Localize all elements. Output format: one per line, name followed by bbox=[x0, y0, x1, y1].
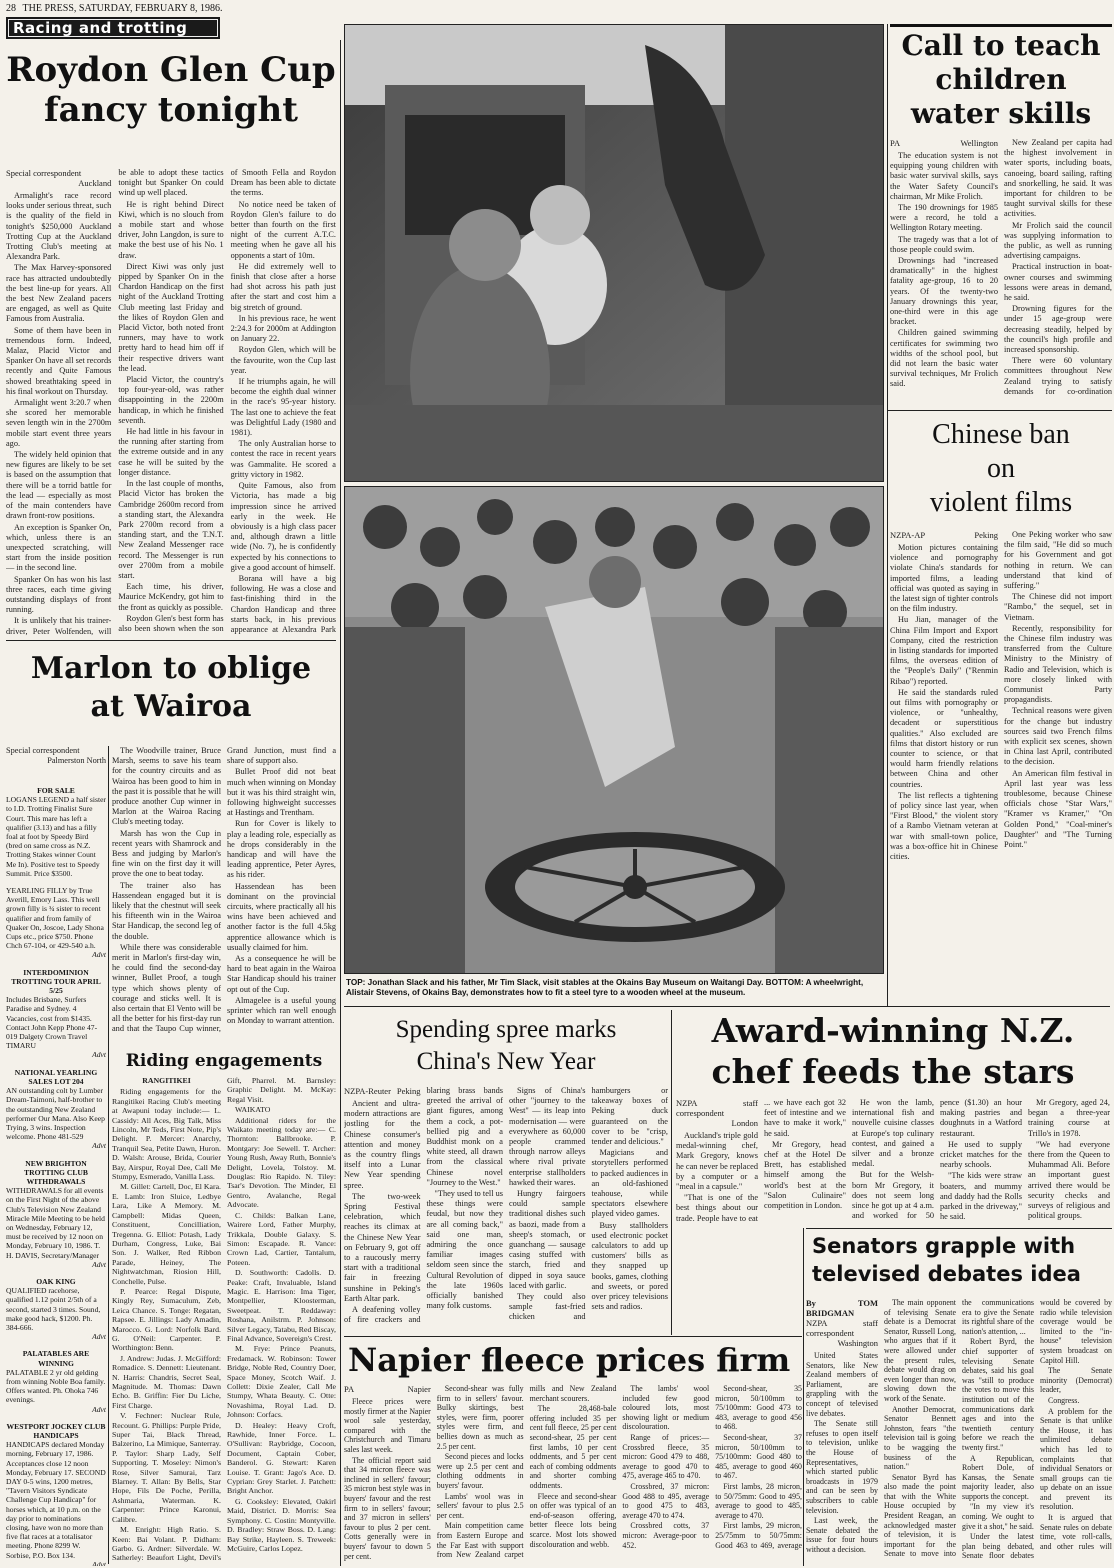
paragraph: Some of them have been in tremendous form. Indeed, Malaz, Placid Victor and Spanker On have all set records recently and Quite Famous showed breathtaking speed in his final workout on Thursday. bbox=[6, 325, 112, 396]
paragraph: Crossbred, 37 micron: Good 488 to 495, average to good 475 to 483, average 470 to 474. bbox=[622, 1481, 710, 1520]
riding-sub: RANGITIKEI bbox=[142, 1076, 191, 1085]
masthead-title: THE PRESS, SATURDAY, FEBRUARY 8, 1986. bbox=[22, 3, 223, 14]
photo-wheelwright-image bbox=[345, 487, 884, 974]
photo-stables-image bbox=[345, 25, 884, 482]
divider bbox=[888, 410, 1112, 411]
paragraph: Children gained swimming certificates for swimming two widths of the school pool, but did not learn the basic water survival techniques, Mr Frolich said. bbox=[890, 328, 998, 389]
chinese-article bbox=[890, 530, 1112, 1004]
paragraph: Second pieces and locks were up 2.5 per cent and clothing oddments in buyers' favour. bbox=[436, 1452, 524, 1490]
divider bbox=[887, 24, 888, 1006]
napier-byline: PA Napier bbox=[344, 1384, 431, 1394]
section-label: Racing and trotting bbox=[13, 19, 188, 37]
classified-ads bbox=[6, 786, 106, 1566]
senators-headline-line-2: televised debates idea bbox=[812, 1262, 1081, 1286]
classified-ad bbox=[6, 886, 106, 960]
paragraph: Ancient and ultra-modern attractions are jostling for the Chinese consumer's attention and money as the country flings itself into a Lunar New Year spending spree. bbox=[344, 1099, 421, 1190]
paragraph: Range of prices:— Crossbred fleece, 35 micron: Good 479 to 488, average to good 470 to 475, average 465 to 470. bbox=[622, 1432, 710, 1481]
ad-heading: OAK KING bbox=[36, 1276, 76, 1286]
paragraph: He used to supply cricket matches for the nearby schools. bbox=[940, 1139, 1022, 1170]
paragraph: Busy stallholders used electronic pocket calculators to add up customers' bills as they snapped up books, games, clothing and sweets, or pored over pricey televisions sets and radios. bbox=[591, 1220, 668, 1312]
china-ny-byline: NZPA-Reuter Peking bbox=[344, 1086, 421, 1096]
divider bbox=[340, 40, 341, 1566]
marlon-headline-line-2: at Wairoa bbox=[90, 689, 252, 724]
paragraph: Armalight went 3:20.7 when she scored her memorable seven length win in the 2700m mobile start event three years ago. bbox=[6, 398, 112, 448]
paragraph: G. Cooksley: Elevated, Oakirl Maid, District. D. Morris: Sea Symphony. C. Costin: Montyville. D. Bradley: Straw Boss. D. Lang: Bay Strike, Hayleen. S. Treweek: McGuire, Carlos Lopez. bbox=[227, 1496, 336, 1553]
paragraph: WAIKATO bbox=[235, 1105, 271, 1115]
paragraph: Drowning figures for the under 15 age-group were decreasing steadily, helped by the council's high profile and increased sponsorship. bbox=[1004, 304, 1112, 355]
paragraph: Mr Gregory, aged 24, began a three-year training course at Trillo's in 1978. bbox=[1028, 1098, 1110, 1138]
paragraph: In his previous race, he went 2:24.3 for 2000m at Addington on January 22. bbox=[230, 313, 336, 344]
chef-headline-line-2: chef feeds the stars bbox=[711, 1052, 1075, 1091]
paragraph: Auckland's triple gold medal-winning chef, Mark Gregory, knows he can never be replaced by a computer or a "meal in a capsule." bbox=[676, 1131, 758, 1192]
paragraph: "They used to tell us these things were feudal, but now they are all coming back," said one man, admiring the once familiar images seldom seen since the Cultural Revolution of the late 1960s officially banished many folk customs. bbox=[426, 1189, 503, 1311]
paragraph: The trainer also has Hassendean engaged but it is likely that the chestnut will seek his fifteenth win in the Wairoa Star Handicap, the second leg of the double. bbox=[112, 880, 221, 941]
paragraph: Second-shear was fully firm to in sellers' favour. Bulky skirtings, best styles, were firm, poorer styles were firm, and bellies down as much as 2.5 per cent. bbox=[436, 1384, 524, 1451]
paragraph: They could also sample fast-fried chicken and hamburgers or takeaway boxes of Peking duck guaranteed on the cover to be "crisp, tender and delicious." bbox=[509, 1086, 668, 1322]
classified-ad bbox=[6, 1277, 106, 1341]
divider bbox=[344, 1336, 802, 1337]
ad-body: Includes Brisbane, Surfers Paradise and Sydney. 4 Vacancies, cost from $1435. Contact John Kepp Phone 47-019 Dalgety Crown Travel TIMARU bbox=[6, 995, 98, 1051]
paragraph: The Chinese did not import "Rambo," the sequel, set in Vietnam. bbox=[1004, 592, 1112, 622]
paragraph: The 190 drownings for 1985 were a record, he told a Wellington Rotary meeting. bbox=[890, 203, 998, 233]
paragraph: First lambs, 29 micron, 25/75mm to 50/75mm: Good 463 to 469, average bbox=[715, 1521, 802, 1550]
classified-ad bbox=[6, 968, 106, 1060]
photo-wheelwright bbox=[344, 486, 884, 974]
ad-sign: Advt bbox=[92, 1332, 106, 1342]
paragraph: "The kids were straw boaters, and mummy and daddy had the Rolls parked in the driveway," he said. bbox=[940, 1171, 1022, 1222]
paragraph: Second-shear, 37 micron, 50/100mm to 75/100mm: Good 480 to 485, average to good 460 to 467. bbox=[715, 1432, 802, 1481]
chinese-headline-line-1: Chinese ban bbox=[932, 419, 1070, 450]
paragraph: Armalight's race record looks under serious threat, such is the quality of the field in tonight's $250,000 Auckland Trotting Cup at the Auckland Trotting Club's meeting at Alexandra Park. bbox=[6, 191, 112, 262]
paragraph: D. Southworth: Cadolls. D. Peake: Craft, Invaluable, Island Magic. E. Harrison: Ima Tiger, Montpellier, Kloosterman, Sweetpeat. T. Reddaway: Roshana, Anilstrm. P. Johnson: Silver Legacy, Tatabu, Red Biscay, Final Advance, Sovereign's Crest. bbox=[227, 1268, 336, 1343]
roydon-article bbox=[6, 168, 336, 638]
paragraph: The lambs' wool included few good coloured lots, most showing light or medium discolouration. bbox=[622, 1384, 710, 1432]
paragraph: Crossbred cotts, 37 micron: Average-poor to 452. bbox=[622, 1521, 710, 1550]
roydon-headline-line-2: fancy tonight bbox=[44, 90, 298, 130]
paragraph: Signs of China's other "journey to the West" — its leap into modernisation — were everywhere as 60,000 people crammed through narrow alleys where rival private enterprise stallholders hawked their wares. bbox=[509, 1086, 586, 1187]
paragraph: "We had everyone there from the Queen to Muhammad Ali. Before an important guest arrived there would be security checks and surveys of religious and political groups. bbox=[1028, 1139, 1110, 1221]
divider bbox=[806, 1228, 1112, 1229]
paragraph: Another Democrat, Senator Bennett Johnston, fears "the television tail is going to be wagging the business of the nation." bbox=[884, 1404, 956, 1472]
paragraph: C. Childs: Balkan Lane, Wairere Lord, Father Murphy, Trikkala, Double Galaxy. S. Simon: Escapade. R. Vance: Crown Lad, Cartier, Tantalum, Poteen. bbox=[227, 1210, 336, 1267]
ad-sign: Advt bbox=[92, 1404, 106, 1414]
ad-body: AN outstanding colt by Lumber Dream-Taimoni, half-brother to the outstanding New Zealand performer Our Mana. Also Keep Trying, 3 wins. Inspection welcome. Phone 481-529 bbox=[6, 1086, 105, 1142]
paragraph: Lambs' wool was in sellers' favour to plus 2.5 per cent. bbox=[436, 1491, 524, 1520]
paragraph: Hassendean has been dominant on the provincial circuits, where practically all his wins have been achieved and another factor is the full 4.5kg apprentice allowance which is usually claimed for him. bbox=[227, 881, 336, 952]
paragraph: A problem for the Senate is that unlike the House, it has unlimited debate which has led to complaints that individual Senators or small groups can tie up debate on an issue and prevent its resolution. bbox=[1040, 1406, 1112, 1512]
ad-heading: WESTPORT JOCKEY CLUB HANDICAPS bbox=[6, 1421, 106, 1440]
section-banner bbox=[6, 17, 220, 39]
paragraph: While there was considerable merit in Marlon's first-day win, he could find the second-day winner, Bullet Proof, a tough type which shows plenty of courage and sticks well. It is also certain that El Vento will be all the better for his first-day run and that the Taupo Cup winner, Grand Junction, must find a share of support also. bbox=[112, 746, 336, 1034]
senators-headline bbox=[806, 1232, 1112, 1296]
paragraph: P. Pearce: Regal Dispute, Kingly Rey, Sumaculum, Zeb, Leica Chance. S. Tonge: Regatan, Rapsee. E. Jillings: Lady Amadin, Marocco. G. Lord: Norfolk Bard. G. O'Neil: Carpenter. P. Worthington: Benn. bbox=[112, 1286, 221, 1353]
paragraph: He is right behind Direct Kiwi, which is no slouch from a mobile start and whose driver, John Langdon, is sure to make the best use of his No. 1 draw. bbox=[118, 199, 224, 260]
paragraph: The two-week Spring Festival celebration, which reaches its climax at the Chinese New Year on February 9, got off to a raucously merry start with a traditional fair in freezing sunshine in Peking's Earth Altar park. bbox=[344, 1191, 421, 1303]
paragraph: M. Gillet: Cartell, Doc, El Kara. E. Lamb: Iron Sluice, Ledbye Lara, Like A Memory. M. Campbell: Midas Queen, Constituent, Concilliation, Tregenna. G. Elliot: Potash, Lady Durham, Congress, Luke, Bai Son. J. Walker, Red Ribbon Parade, Heiney, The Nightwatchman, Riosion Hill, Conchelle, Pulse. bbox=[112, 1182, 221, 1286]
roydon-body bbox=[6, 168, 336, 638]
ad-body: HANDICAPS declared Monday morning, February 17, 1986. Acceptances close 12 noon Monday, February 17. SECOND DAY 0-5 wins, 1200 metres, "Tavern Visitors Syndicate Challenge Cup Handicap" for horses which, at 10 p.m. on the day prior to nominations closing, have won no more than five flat races at a totalisator meeting. Phone 8299 W. Sorbise, P.O. Box 134. bbox=[6, 1440, 106, 1560]
paragraph: D. Healey: Heavy Croft, Rawhide, Inner Force. L. O'Sullivan: Raybridge, Cocoon, Document, Captain Cober, Banderol. G. Stewart: Karen Louise. T. Grant: Jago's Ace. D. Cyprian: Grey Starlet. J. Patchett: Bright Anchor. bbox=[227, 1420, 336, 1496]
water-headline-line-3: water skills bbox=[910, 97, 1092, 130]
ad-sign: Advt bbox=[92, 1050, 106, 1060]
paragraph: Quite Famous, also from Victoria, has made a big impression since he arrived early in the week. He obviously is a high class pacer and, although drawn a little wide (No. 7), he is confidently expected by his connections to give a good account of himself. bbox=[230, 481, 336, 572]
paragraph: The only Australian horse to contest the race in recent years was Gammalite. He scored a gritty victory in 1982. bbox=[230, 439, 336, 479]
napier-body bbox=[344, 1384, 802, 1566]
paragraph: The Senate minority (Democrat) leader, bbox=[1040, 1366, 1112, 1395]
divider bbox=[344, 1006, 1110, 1007]
china-ny-article bbox=[344, 1086, 668, 1332]
paragraph: Run for Cover is likely to play a leading role, especially as he drops considerably in the handicap and will have the leading apprentice, Peter Ayres, as his rider. bbox=[227, 819, 336, 880]
napier-headline: Napier fleece prices firm bbox=[348, 1341, 791, 1379]
paragraph: Hu Jian, manager of the China Film Import and Export Company, cited the restriction in listing standards for imported films, the overseas edition of the "People's Daily" ("Renmin Ribao") reported. bbox=[890, 615, 998, 686]
ad-body: PALATABLE 2 yr old gelding from winning Noble Boa family. Offers wanted. Ph. Ohoka 746 evenings. bbox=[6, 1367, 106, 1405]
senators-byline: By TOM BRIDGMAN NZPA staff correspondent Washington bbox=[806, 1298, 878, 1348]
chinese-headline-line-3: violent films bbox=[929, 487, 1073, 518]
marlon-body bbox=[112, 746, 336, 1035]
paragraph: Last week, the Senate debated the issue for four hours without a decision. bbox=[806, 1516, 878, 1554]
chinese-body bbox=[890, 530, 1112, 862]
ad-heading: FOR SALE bbox=[37, 786, 75, 795]
paragraph: United States Senators, like New Zealand members of Parliament, are grappling with the concept of televised live debates. bbox=[806, 1351, 878, 1418]
ad-sign: Advt bbox=[92, 1259, 106, 1269]
ad-sign: Advt bbox=[92, 950, 106, 960]
paragraph: Drownings had "increased dramatically" in the highest fatality age-group, 16 to 20 years. Of the twenty-two January drownings this year, one-third were in this age bracket. bbox=[890, 256, 998, 327]
paragraph: The Senate still refuses to open itself to television, unlike the House of Representatives, which started public broadcasts in 1979 and can be seen by subscribers to cable television. bbox=[806, 1419, 878, 1515]
ad-body: YEARLING FILLY by True Averill, Emory Lass. This well grown filly is ¾ sister to recent qualifier and from family of Quaker On, Joscoe, Lady Shona Cups etc., price $750. Phone Chch 67-104, or 429-540 a.h. bbox=[6, 886, 104, 951]
chinese-headline-line-2: on bbox=[987, 453, 1015, 484]
paragraph: Congress. bbox=[1048, 1395, 1080, 1405]
paragraph: Placid Victor, the country's top four-year-old, was rather disappointing in the 2200m handicap, in which he finished seventh. bbox=[118, 375, 224, 425]
paragraph: But for the Welsh-born Mr Gregory, it does not seem long since he got up at 4 a.m. and worked for 50 pence ($1.30) an hour making pastries and doughnuts in a Watford restaurant. bbox=[852, 1098, 1022, 1221]
ad-sign: Advt bbox=[92, 1559, 106, 1566]
water-byline: PA Wellington bbox=[890, 138, 998, 148]
paragraph: The Woodville trainer, Bruce Marsh, seems to save his team for the country circuits and as Wairoa has been good to him in the past it is possible that he will produce another Cup winner in Marlon at the Wairoa Racing Club's meeting today. bbox=[112, 746, 221, 827]
ad-heading: INTERDOMINION TROTTING TOUR APRIL 5/25 bbox=[11, 967, 101, 996]
paragraph: There were 60 voluntary committees throughout New Zealand trying to satisfy demands for co-ordination bbox=[1004, 356, 1112, 396]
paragraph: An American film festival in April last year was less troublesome, because Chinese officials chose "Star Wars," "Kramer vs Kramer," "On Golden Pond," "Coal-miner's Daughter" and "The Turning Point." bbox=[1004, 768, 1112, 850]
china-ny-headline-line-2: China's New Year bbox=[416, 1048, 596, 1075]
ad-body: LOGANS LEGEND a half sister to I.D. Trotting Finalist Sure Court. This mare has left a qualifier (3.13) and has a filly foal at foot by Speedy Bird (bred on same cross as N.Z. Trotting Stakes winner Count Me In). Positive test to Speedy Summit. Price $3500. bbox=[6, 795, 106, 878]
marlon-headline bbox=[6, 642, 336, 742]
paragraph: Mr Gregory, head chef at the Hotel De Brett, has established himself among the world's best at the "Salon Culinaire" competition in London. bbox=[764, 1139, 846, 1211]
paragraph: Main competition came from Eastern Europe and the Far East with support from New Zealand carpet mills and New Zealand merchant scourers. bbox=[436, 1384, 617, 1560]
water-article bbox=[890, 138, 1112, 406]
water-body bbox=[890, 138, 1112, 406]
divider bbox=[803, 1228, 804, 1566]
divider bbox=[6, 640, 336, 641]
chinese-byline: NZPA-AP Peking bbox=[890, 530, 998, 540]
paragraph: Hungry fairgoers could sample traditional dishes such as baozi, made from a sheep's stomach, or guanchang — sausage casing stuffed with starch, fried and dipped in soya sauce laced with garlic. bbox=[509, 1189, 586, 1290]
riding-article bbox=[112, 1076, 336, 1566]
chef-article bbox=[676, 1098, 1110, 1226]
paragraph: It is argued that Senate rules on debate time, vote roll-calls, and other rules will bbox=[1040, 1513, 1112, 1551]
paragraph: He did extremely well to finish that close after a horse had shot across his path just after the start and cost him a big stretch of ground. bbox=[230, 261, 336, 312]
chef-headline-line-1: Award-winning N.Z. bbox=[711, 1011, 1075, 1050]
paragraph: Roydon Glen, which will be the favourite, won the Cup last year. bbox=[230, 345, 336, 375]
riding-headline: Riding engagements bbox=[125, 1051, 323, 1071]
paragraph: Practical instruction in boat-owner courses and swimming lessons were areas in demand, he said. bbox=[1004, 262, 1112, 303]
paragraph: Direct Kiwi was only just pipped by Spanker On in the Chardon Handicap on the first night of the Auckland Trotting Club meeting last Friday and the likes of Roydon Glen and Placid Victor, both noted front runners, may have to work pretty hard to head him off if their respective drivers want the lead. bbox=[118, 261, 224, 373]
ad-sign: Advt bbox=[92, 1141, 106, 1151]
paragraph: The main opponent of televising Senate debate is a Democrat Senator, Russell Long, who argues that if it were allowed under the present rules, debate would drag on even longer than now, slowing down the work of the Senate. bbox=[884, 1298, 956, 1403]
paragraph: Additional riders for the Waikato meeting today are:— C. Thornton: Ballbrooke. P. Montgary: Joe Sewell. T. Archer: Young Rush, Away Ruth, Bonnie's Delight, Lovela, Tolstoy. M. Douglas: Rio Rapido. N. Tiley: Tsar's Devotion. The Minder, El Gentro, Avalanche, Regal Advocate. bbox=[227, 1115, 336, 1210]
paragraph: J. Andrew: Judas. J. McGifford: Romadice. S. Dennett: Lieutenant. N. Harris: Chandris, Secret Seal, Magnitude. M. Thomas: Dawn Echo. B. Griffin: Fier Du Liche, First Charge. bbox=[112, 1353, 221, 1410]
roydon-byline: Special correspondent Auckland bbox=[6, 168, 112, 188]
photo-stables bbox=[344, 24, 884, 482]
paragraph: He won the lamb, international fish and nouvelle cuisine classes at Europe's top culinary contest, and gained a silver and a bronze medal. bbox=[852, 1098, 934, 1169]
paragraph: "In my view it's coming. We ought to give it a shot," he said. bbox=[962, 1502, 1034, 1531]
paragraph: A Republican, Robert Dole, of Kansas, the Senate majority leader, also supports the concept. bbox=[962, 1453, 1034, 1501]
classified-ad bbox=[6, 1349, 106, 1413]
senators-article bbox=[806, 1298, 1112, 1566]
water-headline bbox=[890, 24, 1112, 134]
marlon-byline: Special correspondent Palmerston North bbox=[6, 746, 106, 766]
paragraph: The Max Harvey-sponsored race has attracted undoubtedly the best line-up for years. All the best New Zealand pacers are engaged, as well as Quite Famous from Australia. bbox=[6, 263, 112, 324]
ads-list bbox=[6, 786, 106, 1566]
paragraph: Spanker On has won his last three races, each time giving outstanding displays of front running. bbox=[6, 574, 112, 615]
paragraph: Recently, responsibility for the Chinese film industry was transferred from the Culture Ministry to the Ministry of Radio and Television, which is more closely linked with Communist Party propagandists. bbox=[1004, 623, 1112, 705]
paragraph: As a consequence he will be hard to beat again in the Wairoa Star Handicap should his trainer opt out of the Cup. bbox=[227, 954, 336, 994]
ad-heading: NEW BRIGHTON TROTTING CLUB WITHDRAWALS bbox=[24, 1158, 88, 1186]
paragraph: Fleece prices were mostly firmer at the Napier wool sale yesterday, compared with the Christchurch and Timaru sales last week. bbox=[344, 1397, 431, 1454]
paragraph: An exception is Spanker On, which, unless there is an unexpected scratching, will start from the inside position — in the second line. bbox=[6, 522, 112, 573]
chef-headline bbox=[676, 1010, 1110, 1096]
paragraph: "That is one of the best things about our trade. People have to eat ... we have each got 32 feet of intestine and we have to make it work," he said. bbox=[676, 1098, 846, 1223]
paragraph: M. Enright: High Ratio. S. Keen: Bai Volant. P. Didham: Garbo. G. Ardner: Silverdale. W. Satherley: Beaufort Light, Devil's Gift, Pharrel. M. Barnsley: Graphic Delight. M. McKay: Regal Visit. bbox=[112, 1076, 336, 1563]
paragraph: He had little in his favour in the running after starting from the extreme outside and in any case he will be suited by the longer distance. bbox=[118, 427, 224, 477]
ad-heading: NATIONAL YEARLING SALES LOT 204 bbox=[14, 1067, 98, 1086]
paragraph: M. Frye: Prince Peanuts, Fredamack. W. Robinson: Tower Bridge, Noble Red, Country Doer, Space Money, Scotch Waif. J. Collett: Dixie Zealer, Call Me Stumpy, Whata Beauty. C. Otte: Novashima, Royal Lad. D. Johnson: Corfacs. bbox=[227, 1344, 336, 1420]
paragraph: First lambs, 28 micron, to 50/75mm: Good to 495, average to good to 485, average to 470. bbox=[715, 1481, 802, 1520]
classified-ad bbox=[6, 1422, 106, 1566]
napier-article bbox=[344, 1384, 802, 1566]
classified-ad bbox=[6, 1068, 106, 1151]
paragraph: The tragedy was that a lot of those people could swim. bbox=[890, 234, 998, 254]
paragraph: Under the latest plan being debated, Senate floor debates would be covered by radio while television coverage would be limited to the "in-house" television system broadcast on Capitol Hill. bbox=[962, 1298, 1112, 1561]
paragraph: V. Fechner: Nuclear Rule, Recount. G. Phillips: Purple Pride, Super Tai, Black Thread, Balzerino, La Mimique, Santerray. P. Taylor: Sharp Lady, Self Supporting. T. Moseley: Nimon's Rose, Silver Samurai, Tarz Blarney. T. Allan: By Bells, Star Hope, Fils De Poche, Perilla, Ashmaria, Waterman. K. Carpenter: Prince Karonui, Calibre. bbox=[112, 1411, 221, 1524]
paragraph: Technical reasons were given for the change but industry sources said two French films with explicit sex scenes, shown in China last April, contributed to the decision. bbox=[1004, 706, 1112, 767]
ad-body: QUALIFIED racehorse, qualified 1.12 point 2/5th of a second, started 3 times. Sound, make good hack, $1200. Ph. 384-666. bbox=[6, 1286, 101, 1332]
paragraph: Senator Byrd has also made the point that with the White House occupied by President Reagan, an acknowledged master of television, it is important for the Senate to move into the communications era to give the Senate its rightful share of the nation's attention, ... bbox=[884, 1298, 1034, 1559]
paragraph: Robert Byrd, the chief supporter of televising Senate debates, said his goal was "still to produce the votes to move this institution out of the communications dark ages and into the twentieth century before we reach the twenty first." bbox=[962, 1337, 1034, 1452]
roydon-headline bbox=[6, 44, 336, 166]
paragraph: He said the standards ruled out films with pornography or violence, or "unhealthy, decadent or superstitious qualities." Also excluded are films that distort history or run counter to science, or that would harm friendly relations between China and other countries. bbox=[890, 687, 998, 789]
paragraph: Marsh has won the Cup in recent years with Shamrock and Bess and judging by Marlon's fine win on the first day it will prove the one to beat today. bbox=[112, 828, 221, 879]
china-ny-headline-line-1: Spending spree marks bbox=[395, 1016, 617, 1043]
paragraph: Each time, his driver, Maurice McKendry, got him to the front as quickly as possible. bbox=[118, 582, 224, 612]
classified-ad bbox=[6, 786, 106, 878]
paragraph: Mr Frolich said the council was supplying information to the public, as well as running advertising campaigns. bbox=[1004, 220, 1112, 261]
ad-body: WITHDRAWALS for all events on the First Night of the above Club's Television New Zealand Miracle Mile Meeting to be held on Wednesday, February 12, must be received by 12 noon on Monday, February 10, 1986. T. H. DAVIS, Secretary/Manager bbox=[6, 1186, 105, 1260]
chinese-headline bbox=[890, 418, 1112, 528]
paragraph: Magicians and storytellers performed to packed audiences in an old-fashioned teahouse, while spectators elsewhere played video games. bbox=[591, 1148, 668, 1219]
divider bbox=[671, 1010, 672, 1335]
paragraph: One Peking worker who saw the film said, "He did so much for his Government and got nothing in return. We can understand that kind of suffering." bbox=[1004, 530, 1112, 591]
china-ny-body bbox=[344, 1086, 668, 1332]
chef-byline: NZPA staff correspondent London bbox=[676, 1098, 758, 1128]
paragraph: It is unlikely that his trainer-driver, Peter Wolfenden, will be able to adopt these tactics tonight but Spanker On could wind up well placed. bbox=[6, 168, 224, 636]
paragraph: Borana will have a big following. He was a close and fast-finishing third in the Chardon Handicap and three starts back, in his previous appearance at Alexandra Park bbox=[230, 573, 336, 634]
water-headline-line-1: Call to teach bbox=[901, 29, 1101, 62]
photo-caption: TOP: Jonathan Slack and his father, Mr Tim Slack, visit stables at the Okains Bay Museum on Waitangi Day. BOTTOM: A wheelwright, Alistair Stevens, of Okains Bay, demonstrates how to fit a steel tyre to a wooden wheel at the museum. bbox=[346, 978, 864, 997]
classified-ad bbox=[6, 1159, 106, 1269]
paragraph: Almagelee is a useful young sprinter which ran well enough on Monday to warrant attention. bbox=[227, 995, 336, 1026]
paragraph: If he triumphs again, he will become the eighth dual winner in the race's 95-year history. The last one to achieve the feat was Delightful Lady (1980 and 1981). bbox=[230, 377, 336, 438]
paragraph: Bullet Proof did not beat much when winning on Monday but it was his third straight win, following highweight successes at Hastings and Trentham. bbox=[227, 767, 336, 818]
paragraph: In the last couple of months, Placid Victor has broken the Cambridge 2600m record from a standing start, the Alexandra Park 2700m record from a standing start, and the T.N.T. New Zealand Messenger race record. The Messenger is run over 2700m from a mobile start. bbox=[118, 479, 224, 580]
senators-headline-line-1: Senators grapple with bbox=[812, 1234, 1076, 1258]
paragraph: No notice need be taken of Roydon Glen's failure to do better than fourth on the first night of the current A.T.C. meeting when he gave all his opponents a start of 10m. bbox=[230, 199, 336, 260]
paragraph: Motion pictures containing violence and pornography violate China's standards for imported films, a leading official was quoted as saying in the latest sign of tighter controls on the film industry. bbox=[890, 543, 998, 614]
divider bbox=[108, 746, 109, 1564]
paragraph: A deafening volley of fire crackers and blaring brass bands greeted the arrival of giant figures, among them a cock, a pot-bellied pig and a Buddhist monk on a white steed, all drawn from the classical Chinese novel "Journey to the West." bbox=[344, 1086, 503, 1325]
paragraph: The 28,468-bale offering included 35 per cent full fleece, 25 per cent second-shear, 25 per cent first lambs, 10 per cent oddments, and 5 per cent each of combing oddments and shorter combing oddments. bbox=[529, 1404, 617, 1490]
page-number: 28 bbox=[6, 3, 16, 14]
paragraph: The official report said that 34 micron fleece was inclined in sellers' favour; 35 micron best style was in buyers' favour and the rest firm to in sellers' favour; and 37 micron in sellers' favour to plus 2 per cent. Cotts generally were in buyers' favour to down 5 per cent. bbox=[344, 1455, 431, 1561]
paragraph: The list reflects a tightening of policy since last year, when "First Blood," the violent story of a Rambo Vietnam veteran at war with small-town police, was a box-office hit in Chinese cities. bbox=[890, 790, 998, 862]
riding-body bbox=[112, 1076, 336, 1566]
page-masthead bbox=[6, 2, 686, 16]
china-ny-headline bbox=[344, 1010, 668, 1082]
paragraph: Second-shear, 35 micron, 50/100mm to 75/100mm: Good 473 to 483, average to good 456 to 468. bbox=[715, 1384, 802, 1432]
paragraph: Roydon Glen's best form has also been shown when the son of Smooth Fella and Roydon Dream has been able to dictate the terms. bbox=[118, 168, 336, 633]
paragraph: The widely held opinion that new figures are likely to be set is based on the assumption that there will be a torrid battle for the lead — especially as most of the main contenders have drawn front-row positions. bbox=[6, 450, 112, 521]
roydon-headline-line-1: Roydon Glen Cup bbox=[6, 50, 336, 90]
water-headline-line-2: children bbox=[935, 63, 1067, 96]
marlon-headline-line-1: Marlon to oblige bbox=[30, 651, 312, 686]
paragraph: Fleece and second-shear on offer was typical of an end-of-season offering, better fleece lots being scarce. Most lots showed discolouration and webb. bbox=[529, 1491, 617, 1549]
paragraph: Riding engagements for the Rangitikei Racing Club's meeting at Awapuni today include:— L. Cassidy: All Aces, Big Talk, Miss Lincoln, Mr Teds, First Note, Pip's Delight. P. Mercer: Anarchy, Tranquil Sea, Petite Dawn, Huron. D. Walsh: Arouse, Brida, Courier Bay, Airspur, Royal Dee, Call Me Stumpy, Esmerado, Vanilla Lass. bbox=[112, 1087, 221, 1182]
marlon-article bbox=[112, 746, 336, 1044]
ad-heading: PALATABLES ARE WINNING bbox=[22, 1349, 90, 1368]
paragraph: The education system is not equipping young children with basic water survival skills, says the Water Safety Council's chairman, Mr Mike Frolich. bbox=[890, 151, 998, 201]
paragraph: New Zealand per capita had the highest involvement in water sports, including boats, canoeing, board sailing, rafting and snorkelling, he said. It was important for children to be taught survival skills for these activities. bbox=[1004, 138, 1112, 219]
